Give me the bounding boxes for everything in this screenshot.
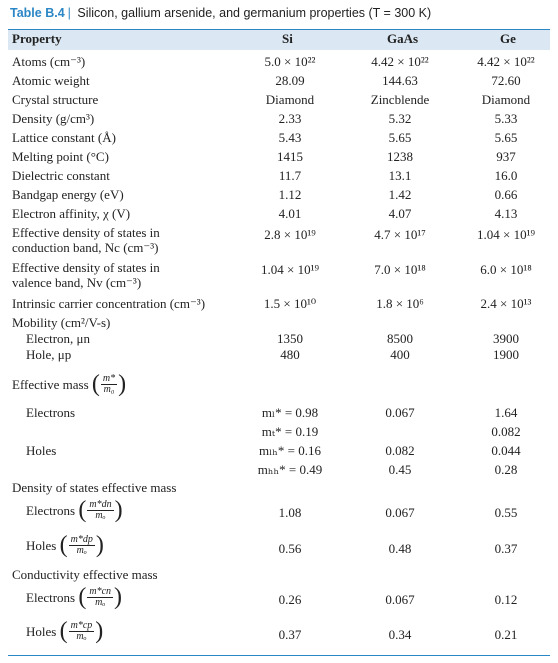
row-label-dos-holes: Holes ( $\frac{m*dp}{\text{mₒ}}$ ): [26, 532, 104, 558]
table-title: Silicon, gallium arsenide, and germanium properties (T = 300 K): [77, 6, 432, 20]
cell-si: 1.12: [278, 187, 302, 202]
cell-gaas: 4.07: [388, 206, 412, 221]
cond-electrons-label: Electrons: [26, 589, 76, 605]
row-label-effective-mass: Effective mass ( $\frac{m*}{\text{m₀}}$ ): [12, 371, 127, 397]
cell-gaas: 5.65: [388, 130, 412, 145]
fraction-denominator: m₀: [103, 383, 115, 395]
cell-si: mₜ* = 0.19: [261, 424, 319, 439]
cell-gaas: 0.067: [385, 505, 415, 520]
row-label-hole-mobility: Hole, μp: [26, 347, 72, 362]
table-bottom-rule: [8, 655, 550, 656]
row-label-electron-affinity: Electron affinity, χ (V): [12, 206, 131, 221]
cell-gaas: 0.067: [385, 405, 415, 420]
header-property: Property: [12, 31, 62, 46]
cell-ge: 1.64: [494, 405, 518, 420]
cell-si: 2.33: [278, 111, 302, 126]
header-ge: Ge: [500, 31, 516, 46]
fraction-denominator: mₒ: [76, 544, 87, 556]
cell-si: 1350: [277, 331, 303, 346]
cell-si: 28.09: [275, 73, 305, 88]
cond-holes-fraction: [69, 621, 95, 642]
cell-gaas: 4.42 × 10²²: [371, 54, 429, 69]
row-label-atoms: Atoms (cm⁻³): [12, 54, 86, 69]
table-header-row: [8, 29, 550, 50]
cell-si: 4.01: [278, 206, 302, 221]
row-label-dos-mass: Density of states effective mass: [12, 480, 177, 495]
cell-ge: 16.0: [494, 168, 518, 183]
cell-si: Diamond: [265, 92, 315, 107]
cell-ge: 6.0 × 10¹⁸: [480, 262, 532, 277]
cell-si: 11.7: [278, 168, 302, 183]
dos-holes-fraction: [69, 535, 95, 556]
row-label-nv-line1: Effective density of states in: [12, 260, 160, 275]
cell-si: 1.08: [278, 505, 302, 520]
row-label-bandgap: Bandgap energy (eV): [12, 187, 124, 202]
row-label-atomic-weight: Atomic weight: [12, 73, 90, 88]
cell-gaas: 1238: [387, 149, 413, 164]
effective-mass-fraction: [101, 374, 117, 395]
cell-ge: Diamond: [481, 92, 531, 107]
cell-gaas: 0.067: [385, 592, 415, 607]
fraction-numerator: m*cn: [89, 585, 112, 597]
cell-ge: 0.044: [491, 443, 521, 458]
cell-si: mₕₕ* = 0.49: [257, 462, 323, 477]
fraction-numerator: m*dn: [89, 498, 112, 510]
row-label-em-electrons: Electrons: [26, 405, 76, 420]
cell-si: 5.0 × 10²²: [264, 54, 316, 69]
fraction-numerator: m*dp: [70, 533, 93, 545]
cell-ge: 0.21: [494, 627, 518, 642]
cell-gaas: 1.8 × 10⁶: [376, 296, 424, 311]
cond-holes-label: Holes: [26, 623, 57, 639]
row-label-cond-holes: Holes ( $\frac{m*cp}{\text{mₒ}}$ ): [26, 618, 104, 644]
cell-gaas: 5.32: [388, 111, 412, 126]
row-label-cond-mass: Conductivity effective mass: [12, 567, 158, 582]
row-label-density: Density (g/cm³): [12, 111, 95, 126]
cell-si: 0.26: [278, 592, 302, 607]
cell-ge: 1.04 × 10¹⁹: [476, 227, 535, 242]
row-label-intrinsic-carrier: Intrinsic carrier concentration (cm⁻³): [12, 296, 206, 311]
cell-ge: 0.37: [494, 541, 518, 556]
cell-gaas: 0.34: [388, 627, 412, 642]
fraction-numerator: m*: [102, 372, 116, 384]
table-number: Table B.4: [10, 6, 65, 20]
cell-ge: 5.33: [494, 111, 518, 126]
cell-si: 1.5 × 10¹⁰: [263, 296, 317, 311]
cell-ge: 4.13: [494, 206, 518, 221]
cell-gaas: 13.1: [388, 168, 412, 183]
caption-separator: |: [67, 6, 71, 20]
cell-ge: 0.28: [494, 462, 518, 477]
cell-ge: 0.66: [494, 187, 518, 202]
cell-gaas: 7.0 × 10¹⁸: [374, 262, 426, 277]
cell-si: mₗ* = 0.98: [261, 405, 319, 420]
cell-si: 0.37: [278, 627, 302, 642]
cell-ge: 0.55: [494, 505, 518, 520]
fraction-denominator: mₒ: [95, 596, 106, 608]
cell-si: 1.04 × 10¹⁹: [260, 262, 319, 277]
row-label-dielectric-constant: Dielectric constant: [12, 168, 110, 183]
header-gaas: GaAs: [387, 31, 419, 46]
cell-gaas: 400: [390, 347, 410, 362]
row-label-nc-line1: Effective density of states in: [12, 225, 160, 240]
cell-ge: 1900: [493, 347, 519, 362]
cell-gaas: 0.45: [388, 462, 412, 477]
row-label-crystal-structure: Crystal structure: [12, 92, 99, 107]
cell-gaas: 4.7 × 10¹⁷: [374, 227, 426, 242]
dos-holes-label: Holes: [26, 537, 57, 553]
cell-si: 2.8 × 10¹⁹: [264, 227, 316, 242]
row-label-electron-mobility: Electron, μn: [26, 331, 91, 346]
cell-ge: 937: [496, 149, 516, 164]
cell-si: 480: [280, 347, 300, 362]
row-label-nv-line2: valence band, Nv (cm⁻³): [12, 275, 142, 290]
dos-electrons-label: Electrons: [26, 502, 76, 518]
cell-si: 0.56: [278, 541, 302, 556]
cell-si: 5.43: [278, 130, 302, 145]
row-label-em-holes: Holes: [26, 443, 57, 458]
cell-gaas: 0.48: [388, 541, 412, 556]
row-label-melting-point: Melting point (°C): [12, 149, 109, 164]
effective-mass-label: Effective mass: [12, 376, 89, 392]
cell-ge: 5.65: [494, 130, 518, 145]
table-caption: [10, 6, 431, 20]
cond-electrons-fraction: [87, 587, 113, 608]
cell-si: 1415: [277, 149, 303, 164]
cell-ge: 0.082: [491, 424, 521, 439]
row-label-cond-electrons: Electrons ( $\frac{m*cn}{\text{mₒ}}$ ): [26, 584, 123, 610]
row-label-lattice-constant: Lattice constant (Å): [12, 130, 116, 145]
fraction-denominator: mₒ: [95, 509, 106, 521]
header-si: Si: [282, 31, 293, 46]
row-label-mobility: Mobility (cm²/V-s): [12, 315, 111, 330]
cell-gaas: 0.082: [385, 443, 415, 458]
cell-ge: 4.42 × 10²²: [477, 54, 535, 69]
fraction-denominator: mₒ: [76, 630, 87, 642]
cell-gaas: 8500: [387, 331, 413, 346]
cell-ge: 72.60: [491, 73, 521, 88]
cell-ge: 0.12: [494, 592, 518, 607]
cell-gaas: 144.63: [382, 73, 418, 88]
dos-electrons-fraction: [87, 500, 113, 521]
fraction-numerator: m*cp: [70, 619, 93, 631]
cell-gaas: Zincblende: [370, 92, 430, 107]
cell-gaas: 1.42: [388, 187, 412, 202]
row-label-nc-line2: conduction band, Nc (cm⁻³): [12, 240, 159, 255]
cell-si: mₗₕ* = 0.16: [259, 443, 321, 458]
row-label-dos-electrons: Electrons ( $\frac{m*dn}{\text{mₒ}}$ ): [26, 497, 123, 523]
cell-ge: 2.4 × 10¹³: [480, 296, 532, 311]
cell-ge: 3900: [493, 331, 519, 346]
